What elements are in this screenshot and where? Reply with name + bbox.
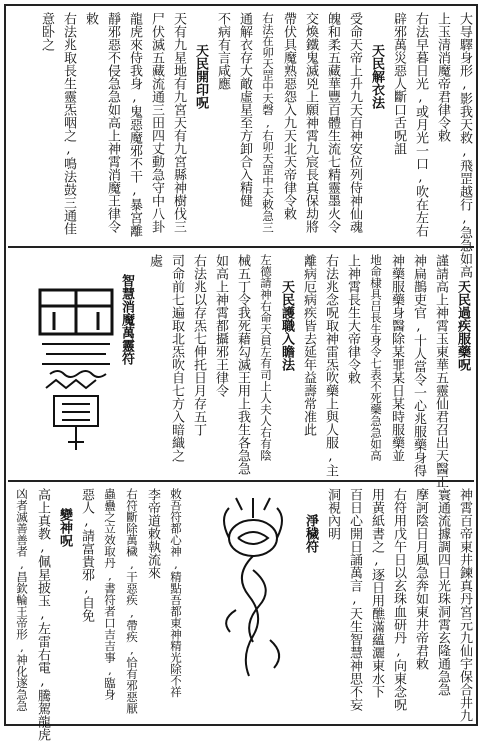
text-column: 左德請神右命天員左有司上人夫人右有陰	[259, 254, 273, 461]
seal-caption: 智慧消魔萬靈符	[119, 274, 134, 365]
text-column: 右法兆以存炁七伸托日月存五丁	[191, 254, 206, 436]
text-column: 右法兆念呪取神雷炁吹藥上與人服,主	[323, 254, 338, 477]
talisman-seal-icon	[32, 284, 120, 454]
purification-talisman-icon	[198, 490, 308, 710]
text-column: 右法在卯天罡中天磬,右卯天罡中天敕急三	[261, 12, 275, 233]
panel-divider	[8, 246, 474, 248]
text-column: 洞視內明	[325, 488, 340, 540]
text-column: 意卧之	[39, 12, 54, 51]
text-column: 右法早暮日光,或月光一口,吹在左右	[413, 12, 428, 237]
text-column: 處	[147, 254, 162, 267]
text-column: 帶伏具魔熟惡怨入九天北天帝律令敕	[281, 12, 296, 220]
panel-2	[8, 250, 474, 488]
text-column: 靜邪惡不侵急急如高上神霄消魔王律令	[105, 12, 120, 233]
text-column: 如高上神霄都攝邪王律令	[213, 254, 228, 397]
section-title: 天民護職入瞻法	[279, 280, 294, 371]
text-column: 敕	[83, 12, 98, 25]
text-column: 通解衣存大敵虛星至方卸合入精健	[237, 12, 252, 207]
text-column: 離病厄病疾皆去延年益壽常准此	[301, 254, 316, 436]
panel-3	[8, 484, 474, 741]
text-column: 高上真教,佩星披玉,左雷右電,騰駕龍虎	[35, 488, 50, 741]
text-column: 右法兆取長生靈炁咽之,鳴法鼓三通佳	[61, 12, 76, 235]
text-column: 辟邪萬災惡人斷口舌呪詛	[391, 12, 406, 155]
panel-divider	[8, 480, 474, 482]
text-column: 神霄百帝東井鍊真丹宮元九仙宇保合井九	[457, 488, 472, 722]
text-column: 受命天帝上升九天百神安位列侍神仙魂	[347, 12, 362, 233]
text-column: 交煥鐵鬼滅兇上願神霄九宸長真保劫將	[303, 12, 318, 233]
text-column: 地命棣具吕長生身令七表不死藥急急如高	[369, 254, 383, 461]
text-column: 神藥服藥身醫除某罪某日某時服藥並	[389, 254, 404, 462]
text-column: 摩訶陰日月風急奔如東井帝君敕	[413, 488, 428, 670]
text-column: 蟲蠱之立效取丹,書符者口吉吉事,臨身	[103, 488, 117, 700]
text-column: 魄和柔五藏華豐百體生流七精靈墨火令	[325, 12, 340, 233]
text-column: 百日心開日誦萬言,天生智慧神思不妄	[347, 488, 362, 711]
section-title: 淨穢符	[303, 514, 318, 553]
text-column: 械五丁令我死藉勾滅王用上我生各急急	[235, 254, 250, 475]
text-column: 右符用戊午日以玄珠血研丹,向東念呪	[391, 488, 406, 711]
text-column: 上神霄長生大帝律令敕	[345, 254, 360, 384]
text-column: 李帝道敕執流來	[145, 488, 160, 579]
text-column: 龍虎來侍我身,鬼惡魔邪不干,暴宮離	[127, 12, 142, 237]
panel-1	[8, 6, 474, 278]
section-title: 天民開印呪	[193, 44, 208, 109]
text-column: 大㝵驛身形,影我天救,飛罡越行,急急如高	[457, 12, 472, 278]
text-column: 不病有言咸應	[215, 12, 230, 90]
text-column: 尸伏滅五藏流通三田四丈動急守中八卦	[149, 12, 164, 233]
text-column: 天有九星地有九宮天有九宮縣神樹伐三	[171, 12, 186, 233]
page-frame	[4, 4, 478, 741]
text-column: 用黃紙書之,逐日用醮滿蘊灑東水下	[369, 488, 384, 698]
text-column: 敕吾符都心神,精點吾都東神精光除不祥	[169, 488, 183, 698]
text-column: 神扁鵲吏官,十人當令一心兆服藥身得	[411, 254, 426, 477]
section-title: 變神呪	[57, 508, 72, 547]
text-column: 司命前七遍取北炁吹自七方入暗織之	[169, 254, 184, 462]
text-column: 惡人,請富貴邪,自免	[79, 488, 94, 622]
text-column: 上玉清消魔帝君律令敕	[435, 12, 450, 142]
section-title: 天民過疾服藥呪	[455, 280, 470, 371]
section-title: 天民解衣法	[369, 44, 384, 109]
text-column: 右符斷除萬穢,干惡疾,帶疾,恰有邪惡厭	[125, 488, 139, 714]
text-column: 寰通流據調四日光珠洞霄玄隆通急急	[435, 488, 450, 696]
text-column: 謹請高上神霄玉東華五靈仙君召出天醫正	[433, 254, 448, 488]
text-column: 凶者滅善善者,昌欽輪王帝形,神化遂急急	[15, 488, 29, 712]
